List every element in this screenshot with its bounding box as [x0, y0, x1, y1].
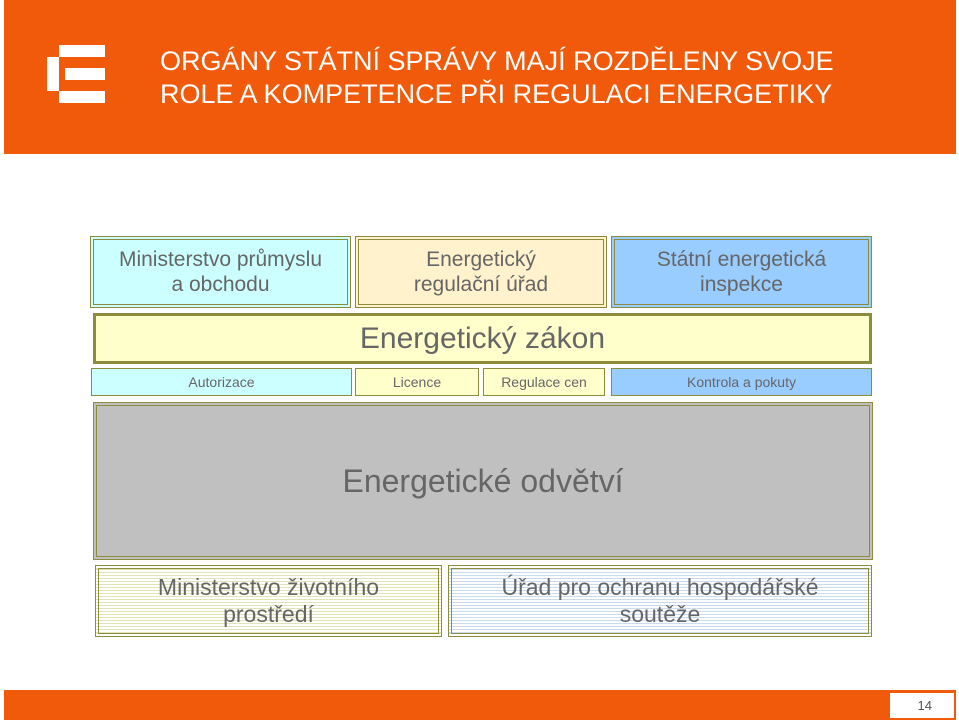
competence-price-regulation: Regulace cen	[483, 368, 605, 396]
footer-bar	[4, 690, 956, 720]
competence-authorization: Autorizace	[91, 368, 352, 396]
slide-title-line1: ORGÁNY STÁTNÍ SPRÁVY MAJÍ ROZDĚLENY SVOJE	[160, 46, 834, 76]
box-label-line1: Ministerstvo životního	[157, 574, 380, 600]
energy-sector-box: Energetické odvětví	[93, 402, 873, 560]
box-ministry-industry-trade	[90, 236, 351, 308]
slide-title	[160, 45, 920, 111]
cez-logo-icon	[47, 45, 105, 103]
page-number: 14	[890, 693, 954, 718]
box-energy-regulatory-office	[355, 236, 607, 308]
box-label-line2: soutěže	[619, 601, 701, 627]
slide-title-line2: ROLE A KOMPETENCE PŘI REGULACI ENERGETIKY	[160, 79, 833, 109]
box-label-line2: prostředí	[223, 601, 314, 627]
box-state-energy-inspection	[611, 236, 872, 308]
box-label-line1: Energetický	[426, 248, 536, 271]
box-label-line1: Úřad pro ochranu hospodářské	[501, 574, 819, 600]
box-label-line2: regulační úřad	[413, 273, 549, 296]
competence-inspection-penalties: Kontrola a pokuty	[611, 368, 872, 396]
box-label-line2: inspekce	[700, 273, 783, 296]
energy-law-box: Energetický zákon	[93, 313, 872, 364]
competence-licence: Licence	[355, 368, 479, 396]
box-label-line1: Ministerstvo průmyslu	[118, 248, 323, 271]
box-ministry-environment	[95, 565, 442, 637]
box-label-line2: a obchodu	[171, 273, 270, 296]
box-label-line1: Státní energetická	[656, 248, 827, 271]
box-competition-office	[448, 565, 872, 637]
